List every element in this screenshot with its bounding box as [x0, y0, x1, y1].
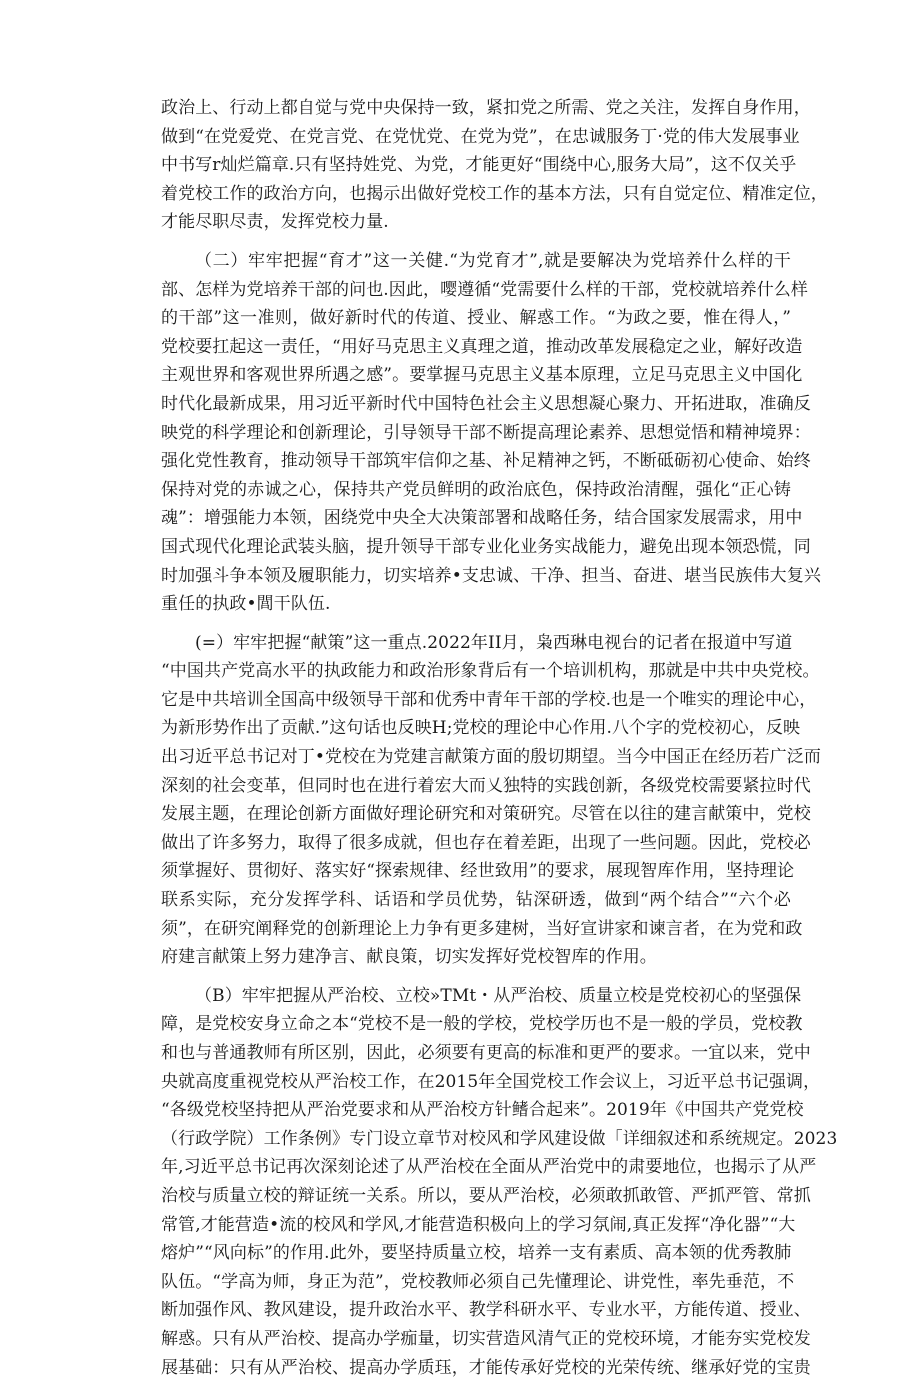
paragraph-section-2-talent: [161, 247, 821, 619]
text-line: 时代化最新成果，用习近平新时代中国特色社会主义思想凝心聚力、开拓进取，准确反: [161, 393, 811, 414]
text-line: “各级党校坚持把从严治党要求和从严治校方针鳍合起来”。2019年《中国共产党党校: [161, 1100, 804, 1121]
text-line: 央就高度重视党校从严治校工作，在2015年全国党校工作会议上，习近平总书记强调，: [161, 1071, 821, 1092]
text-line: 部、怎样为党培养干部的问也.因此，嘤遵循“党需要什么样的干部，党校就培养什么样: [161, 279, 808, 300]
document-body: [161, 94, 838, 1392]
text-line: 深刻的社会变革，但同时也在进行着宏大而乂独特的实践创新，各级党校需要紧拉时代: [161, 775, 811, 796]
text-line: 出习近平总书记对丁•党校在为党建言献策方面的殷切期望。当今中国正在经历若广泛而: [161, 747, 821, 768]
text-line: 着党校工作的政治方向，也揭示出做好党校工作的基本方法，只有自觉定位、精准定位，: [161, 183, 828, 204]
text-line: 解惑。只有从严治校、提高办学痂量，切实营造风清气正的党校环境，才能夯实党校发: [161, 1328, 811, 1349]
text-line: 做到“在党爱党、在党言党、在党忧党、在党为党”，在忠诚服务丁·党的伟大发展事业: [161, 126, 800, 147]
text-line: 年,习近平总书记再次深刻论述了从严治校在全面从严治党中的肃要地位，也揭示了从严: [161, 1157, 817, 1178]
text-line: 映党的科学理论和创新理论，引导领导干部不断提高理论素养、思想觉悟和精神境界：: [161, 422, 811, 443]
text-line: （行政学院）工作条例》专门设立章节对校风和学风建设做「详细叙述和系统规定。2023: [161, 1128, 838, 1149]
paragraph-section-4-discipline: [161, 982, 838, 1382]
text-line: 政治上、行动上都自觉与党中央保持一致，紧扣党之所需、党之关注，发挥自身作用，: [161, 98, 811, 118]
text-line: 中书写r灿烂篇章.只有坚持姓党、为党，才能更好“围绕中心,服务大局”，这不仅关乎: [161, 155, 797, 176]
text-line: 的干部”这一准则，做好新时代的传道、授业、解惑工作。“为政之要，惟在得人，”: [161, 308, 791, 329]
text-line: 重任的执政•閭干队伍.: [161, 594, 331, 615]
text-line: 队伍。“学高为师，身正为范”，党校教师必须自己先懂理论、讲党性，率先垂范，不: [161, 1271, 795, 1292]
text-line: “中国共产党高水平的执政能力和政治形象背后有一个培训机构，那就是中共中央党校。: [161, 661, 820, 682]
text-line: 做出了许多努力，取得了很多成就，但也存在着差距，出现了一些问题。因此，党校必: [161, 832, 811, 853]
text-line: 强化党性教育，推动领导干部筑牢信仰之基、补足精神之钙，不断砥砺初心使命、始终: [161, 451, 811, 472]
text-line: 为新形势作出了贡献.”这句话也反映H;党校的理论中心作用.八个字的党校初心，反映: [161, 718, 801, 739]
text-line: 障，是党校安身立命之本“党校不是一般的学校，党校学历也不是一般的学员，党校教: [161, 1014, 803, 1035]
text-line: 治校与质量立校的辩证统一关系。所以，要从严治校，必须敢抓敢管、严抓严管、常抓: [161, 1185, 811, 1206]
text-line: 须掌握好、贯彻好、落实好“探索规律、经世致用”的要求，展现智库作用，坚持理论: [161, 861, 795, 882]
text-line: 展基础：只有从严治校、提高办学质珏，才能传承好党校的光荣传统、继承好党的宝贵: [161, 1357, 811, 1378]
text-line: 熔炉”“风向标”的作用.此外，要坚持质量立校，培养一支有素质、高本领的优秀教肺: [161, 1243, 792, 1264]
text-line: 才能尽职尽责，发挥党校力量.: [161, 212, 389, 233]
text-line: 府建言献策上努力建净言、献良策，切实发挥好党校智库的作用。: [161, 947, 657, 968]
text-line: 保持对党的赤诚之心，保持共产党员鲜明的政治底色，保持政治清醒，强化“正心铸: [161, 479, 791, 500]
paragraph-section-3-advice: [161, 629, 821, 972]
text-line: 常管,才能营造•流的校风和学风,才能营造积极向上的学习氛闹,真正发挥“净化器”“大: [161, 1214, 796, 1235]
paragraph-political-alignment: [161, 94, 828, 237]
section-heading-line: (=）牢牢把握“献策”这一重点.2022年II月，枭西琳电视台的记者在报道中写道: [195, 632, 793, 653]
text-line: 魂”：增强能力本领，困绕党中央全大决策部署和战略任务，结合国家发展需求，用中: [161, 508, 803, 529]
text-line: 国式现代化理论武装头脑，提升领导干部专业化业务实战能力，避免出现本领恐慌，同: [161, 536, 811, 557]
text-line: 和也与普通教师有所区别，因此，必须要有更高的标准和更严的要求。一宜以来，党中: [161, 1043, 811, 1063]
text-line: 时加强斗争本领及履职能力，切实培养•支忠诚、干净、担当、奋进、堪当民族伟大复兴: [161, 565, 821, 586]
section-heading-line: （B）牢牢把握从严治校、立校»TMt・从严治校、质量立校是党校初心的坚强保: [195, 985, 802, 1006]
section-heading-line: （二）牢牢把握“育才”这一关健.“为党育才”,就是要解决为党培养什么样的干: [195, 250, 791, 271]
text-line: 党校要扛起这一责任，“用好马克思主义真理之道，推动改革发展稳定之业，解好改造: [161, 336, 803, 357]
text-line: 它是中共培训全国高中级领导干部和优秀中青年干部的学校.也是一个唯实的理论中心，: [161, 689, 817, 710]
text-line: 主观世界和客观世界所遇之感”。要掌握马克思主义基本原理，立足马克思主义中国化: [161, 365, 803, 386]
text-line: 联系实际，充分发挥学科、话语和学员优势，钻深研透，做到“两个结合”“六个必: [161, 890, 791, 911]
text-line: 发展主题，在理论创新方面做好理论研究和对策研究。尽管在以往的建言献策中，党校: [161, 804, 811, 825]
text-line: 须”，在研究阐释党的创新理论上力争有更多建树，当好宣讲家和谏言者，在为党和政: [161, 918, 803, 939]
text-line: 断加强作风、教风建设，提升政治水平、教学科研水平、专业水平，方能传道、授业、: [161, 1300, 811, 1321]
